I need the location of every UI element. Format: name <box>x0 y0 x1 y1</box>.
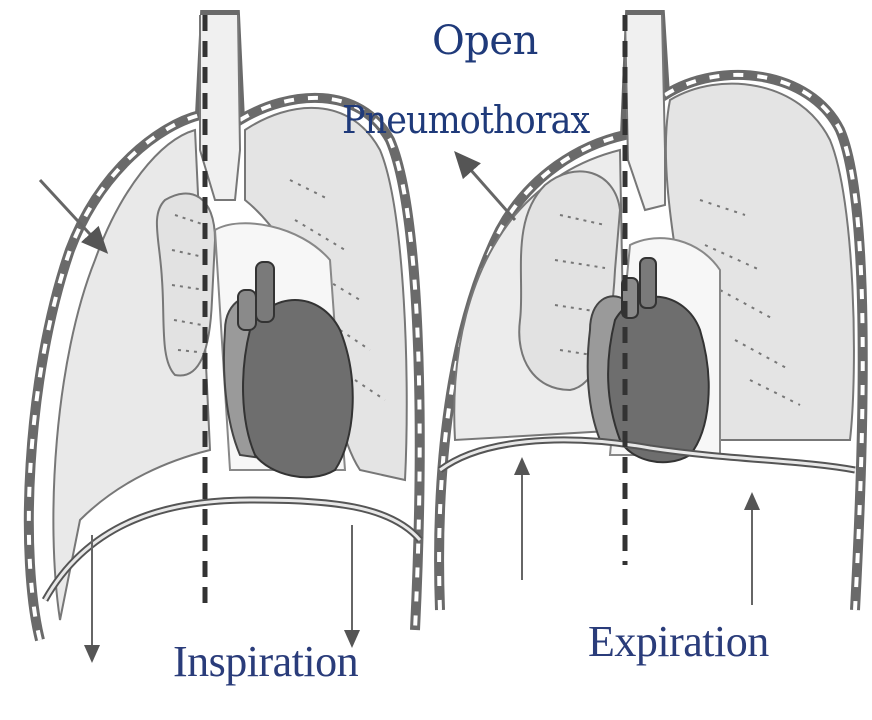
left-heart <box>243 300 353 477</box>
left-diaphragm <box>45 500 420 600</box>
right-air-exit-arrow <box>462 160 515 220</box>
right-trachea <box>625 15 665 210</box>
expiration-label: Expiration <box>588 617 769 666</box>
diagram-title-line-2: Pneumothorax <box>342 98 590 142</box>
inspiration-label: Inspiration <box>173 637 359 686</box>
diagram-title-line-1: Open <box>432 18 538 64</box>
